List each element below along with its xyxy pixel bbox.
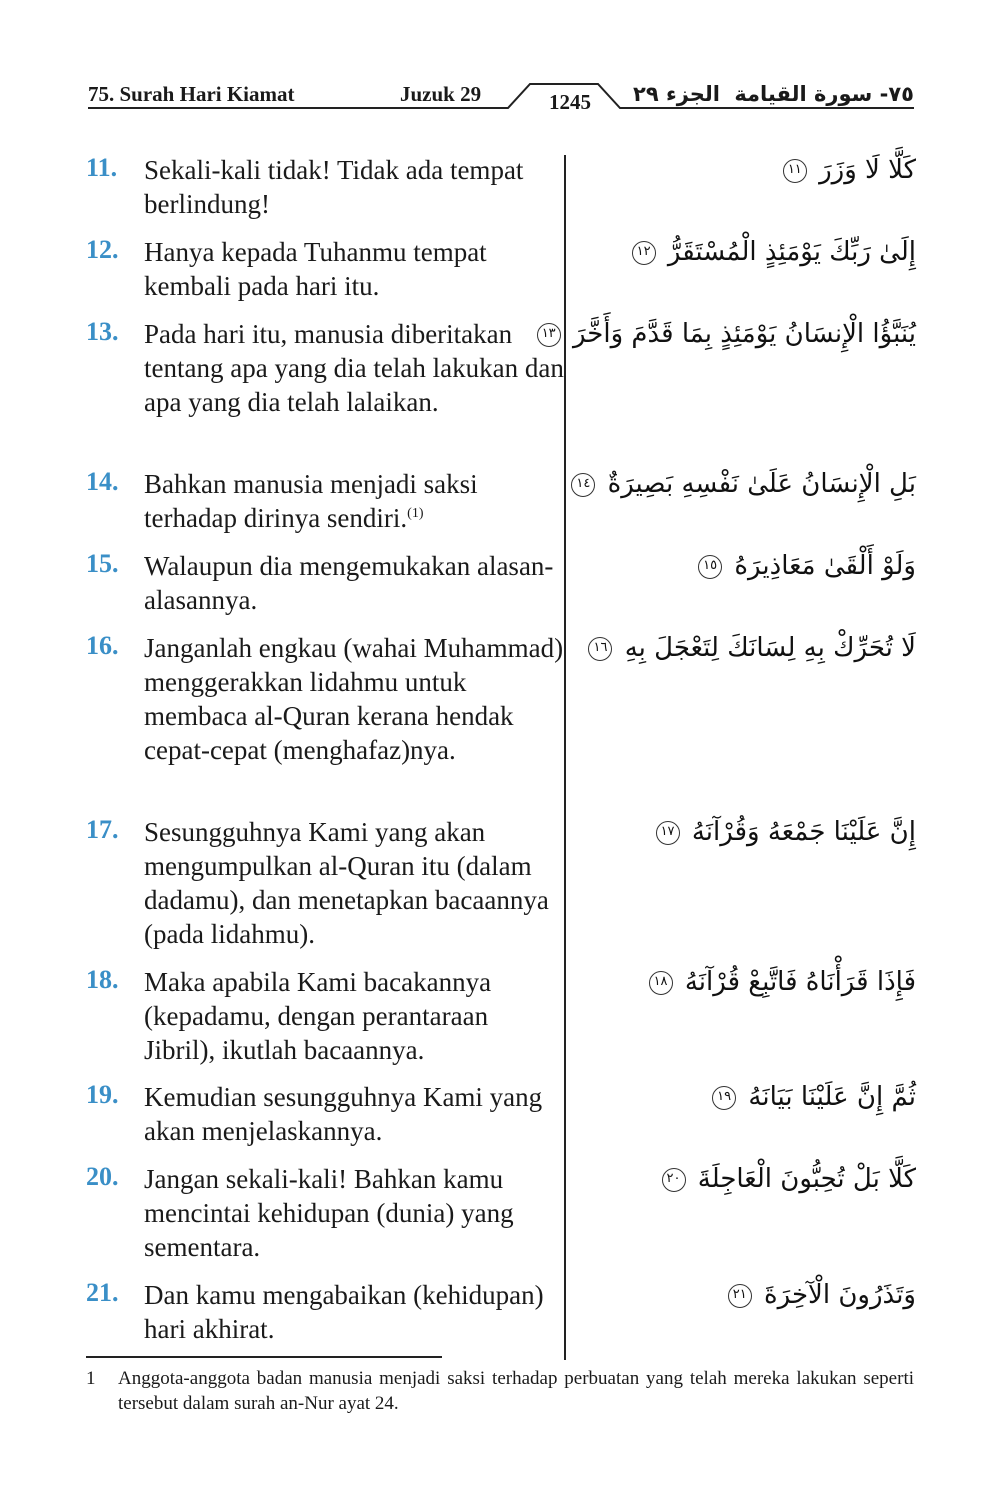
verse-number: 12.: [86, 235, 119, 264]
verse-arabic-text: إِنَّ عَلَيْنَا جَمْعَهُ وَقُرْآنَهُ: [691, 817, 916, 847]
footnote-number: 1: [86, 1368, 96, 1389]
header-juzuk: Juzuk 29: [400, 82, 482, 106]
verse-arabic-text: بَلِ الْإِنسَانُ عَلَىٰ نَفْسِهِ بَصِيرَةٌ: [607, 469, 916, 499]
verse-arabic: [596, 1276, 916, 1314]
verse-arabic-text: كَلَّا لَا وَزَرَ: [819, 155, 916, 185]
verse-arabic: [596, 151, 916, 189]
verse-translation: Maka apabila Kami bacakannya (kepadamu, dengan perantaraan Jibril), ikutlah bacaannya.: [144, 967, 492, 1065]
verse-arabic: [596, 813, 916, 851]
verse-number: 13.: [86, 317, 119, 346]
verse-arabic: [596, 547, 916, 585]
ayah-end-marker: ٢١: [728, 1284, 752, 1308]
verse-translation: Kemudian sesungguhnya Kami yang akan menjelaskannya.: [144, 1082, 543, 1146]
verse-arabic-text: إِلَىٰ رَبِّكَ يَوْمَئِذٍ الْمُسْتَقَرُّ: [667, 237, 916, 267]
header-surah-title: 75. Surah Hari Kiamat: [88, 82, 295, 106]
header-surah-arabic: ٧٥- سورة القيامة: [734, 82, 914, 106]
verse-number: 19.: [86, 1080, 119, 1109]
ayah-end-marker: ١٢: [632, 241, 656, 265]
ayah-end-marker: ١٧: [656, 821, 680, 845]
ayah-end-marker: ١٨: [649, 971, 673, 995]
verse-translation: Sesungguhnya Kami yang akan mengumpulkan al-Quran itu (dalam dadamu), dan menetapkan bacaannya (pada lidahmu).: [144, 817, 549, 949]
verse-translation: Pada hari itu, manusia diberitakan tentang apa yang dia telah lakukan dan apa yang dia telah lalaikan.: [144, 319, 564, 417]
footnote-text: Anggota-anggota badan manusia menjadi saksi terhadap perbuatan yang telah mereka lakukan seperti tersebut dalam surah an-Nur ayat 24.: [118, 1368, 914, 1414]
verse-number: 16.: [86, 631, 119, 660]
page-header: [88, 78, 914, 122]
verse-arabic-text: وَلَوْ أَلْقَىٰ مَعَاذِيرَهُ: [734, 551, 916, 581]
ayah-end-marker: ١٣: [537, 323, 561, 347]
verse-number: 11.: [86, 153, 118, 182]
verse-translation-text: Bahkan manusia menjadi saksi terhadap dirinya sendiri.: [144, 469, 478, 533]
verse-arabic-text: يُنَبَّؤُا الْإِنسَانُ يَوْمَئِذٍ بِمَا قَدَّمَ وَأَخَّرَ: [572, 319, 916, 349]
footnote-ref: (1): [407, 506, 424, 521]
ayah-end-marker: ١٦: [588, 637, 612, 661]
verse-number: 18.: [86, 965, 119, 994]
verse-translation: Dan kamu mengabaikan (kehidupan) hari akhirat.: [144, 1280, 544, 1344]
ayah-end-marker: ٢٠: [662, 1168, 686, 1192]
verse-number: 21.: [86, 1278, 119, 1307]
verse-arabic-text: وَتَذَرُونَ الْآخِرَةَ: [763, 1280, 916, 1310]
verse-arabic: [596, 1160, 916, 1198]
verse-arabic: [541, 315, 916, 353]
verse-arabic-text: كَلَّا بَلْ تُحِبُّونَ الْعَاجِلَةَ: [697, 1164, 916, 1194]
footnote-rule: [86, 1356, 442, 1358]
verse-arabic-text: لَا تُحَرِّكْ بِهِ لِسَانَكَ لِتَعْجَلَ بِهِ: [624, 633, 916, 663]
verse-translation: [144, 467, 564, 535]
ayah-end-marker: ١١: [783, 159, 807, 183]
ayah-end-marker: ١٩: [712, 1086, 736, 1110]
ayah-end-marker: ١٥: [698, 555, 722, 579]
verse-number: 20.: [86, 1162, 119, 1191]
verse-arabic-text: فَإِذَا قَرَأْنَاهُ فَاتَّبِعْ قُرْآنَهُ: [684, 967, 916, 997]
verse-arabic-text: ثُمَّ إِنَّ عَلَيْنَا بَيَانَهُ: [748, 1082, 916, 1112]
verse-translation: Janganlah engkau (wahai Muhammad) menggerakkan lidahmu untuk membaca al-Quran kerana hendak cepat-cepat (menghafaz)nya.: [144, 633, 564, 765]
verse-arabic: [596, 963, 916, 1001]
verse-number: 17.: [86, 815, 119, 844]
verse-translation: Sekali-kali tidak! Tidak ada tempat berlindung!: [144, 155, 524, 219]
verse-arabic: [576, 465, 916, 503]
verse-translation: Jangan sekali-kali! Bahkan kamu mencintai kehidupan (dunia) yang sementara.: [144, 1164, 514, 1262]
verse-translation: Walaupun dia mengemukakan alasan-alasannya.: [144, 551, 554, 615]
header-juz-arabic: الجزء ٢٩: [633, 82, 720, 106]
verse-arabic: [596, 233, 916, 271]
verse-number: 14.: [86, 467, 119, 496]
verse-translation: Hanya kepada Tuhanmu tempat kembali pada hari itu.: [144, 237, 487, 301]
ayah-end-marker: ١٤: [571, 473, 595, 497]
page-number: 1245: [549, 90, 591, 114]
verse-arabic: [596, 1078, 916, 1116]
verse-arabic: [593, 629, 916, 667]
verse-number: 15.: [86, 549, 119, 578]
